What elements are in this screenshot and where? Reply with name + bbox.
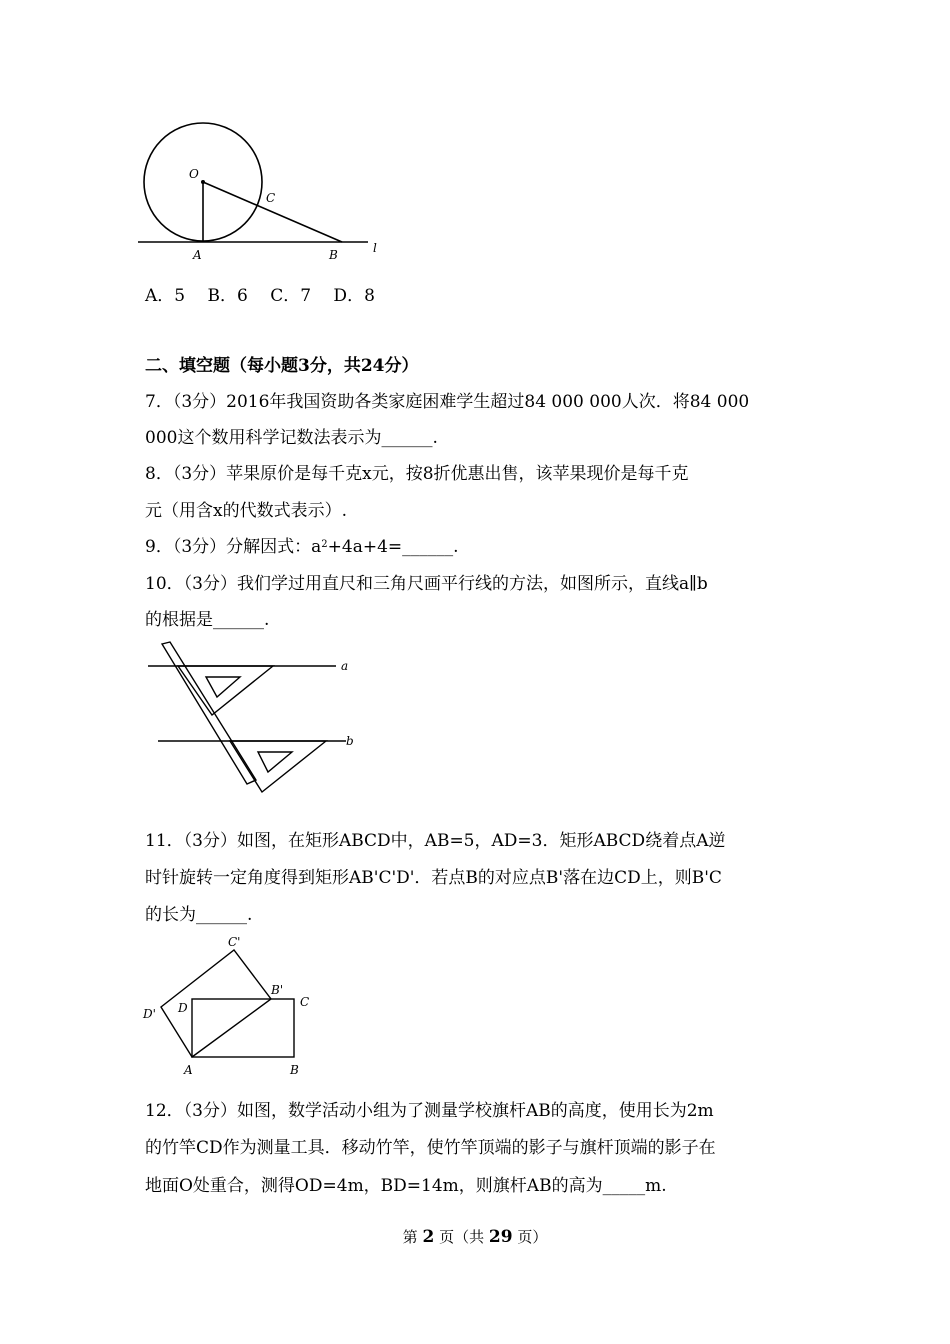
q10-line1: 10．（3分）我们学过用直尺和三角尺画平行线的方法，如图所示，直线a∥b: [145, 574, 708, 594]
label-b-prime: B': [271, 983, 284, 997]
q9-line: [145, 535, 459, 559]
footer-total-pages: 29: [488, 1227, 513, 1247]
q8-line1: 8．（3分）苹果原价是每千克x元，按8折优惠出售，该苹果现价是每千克: [145, 464, 689, 484]
set-square-top-inner: [206, 677, 240, 697]
footer-mid: 页（共: [439, 1228, 485, 1246]
q12-line3: 地面O处重合，测得OD=4m，BD=14m，则旗杆AB的高为_____m.: [145, 1176, 667, 1196]
ruler: [162, 642, 256, 784]
footer-page-number: 2: [422, 1227, 435, 1247]
rotated-rectangle-figure: [140, 932, 330, 1082]
q7-line2: 000这个数用科学记数法表示为______.: [145, 428, 438, 448]
rectangle-abcd: [192, 999, 294, 1057]
set-square-bottom-inner: [258, 752, 292, 772]
q11-line2: 时针旋转一定角度得到矩形AB'C'D'．若点B的对应点B'落在边CD上，则B'C: [145, 868, 722, 888]
circle-tangent-figure: [130, 118, 390, 268]
q12-line1: 12．（3分）如图，数学活动小组为了测量学校旗杆AB的高度，使用长为2m: [145, 1101, 714, 1121]
label-c-prime: C': [228, 935, 241, 949]
q11-line3: 的长为______.: [145, 905, 253, 925]
label-l: l: [373, 241, 377, 255]
label-o: O: [189, 167, 199, 181]
label-b: b: [346, 734, 354, 748]
label-a: A: [184, 1063, 193, 1077]
page-footer: [0, 1226, 950, 1248]
label-c: C: [300, 995, 310, 1009]
q10-line2: 的根据是______.: [145, 610, 270, 630]
label-d: D: [178, 1001, 188, 1015]
label-d-prime: D': [143, 1007, 156, 1021]
q7-line1: 7．（3分）2016年我国资助各类家庭困难学生超过84 000 000人次．将84 000: [145, 392, 750, 412]
q12-line2: 的竹竿CD作为测量工具．移动竹竿，使竹竿顶端的影子与旗杆顶端的影子在: [145, 1138, 716, 1158]
q11-line1: 11．（3分）如图，在矩形ABCD中，AB=5，AD=3．矩形ABCD绕着点A逆: [145, 831, 726, 851]
q9-post: +4a+4=______.: [327, 537, 459, 557]
q9-pre: 9．（3分）分解因式：a: [145, 537, 322, 557]
point-o: [201, 180, 205, 184]
q8-line2: 元（用含x的代数式表示）.: [145, 501, 347, 521]
section-title: 二、填空题（每小题3分，共24分）: [145, 356, 419, 376]
label-b: B: [329, 248, 338, 262]
q6-options: A．5 B．6 C．7 D．8: [145, 286, 375, 306]
label-b: B: [290, 1063, 299, 1077]
label-c: C: [266, 191, 276, 205]
label-a: A: [193, 248, 202, 262]
parallel-lines-figure: [140, 640, 370, 800]
footer-pre: 第: [402, 1228, 418, 1246]
footer-post: 页）: [517, 1228, 548, 1246]
label-a: a: [341, 659, 349, 673]
q9-exponent: 2: [321, 539, 328, 550]
set-square-bottom: [230, 741, 326, 792]
